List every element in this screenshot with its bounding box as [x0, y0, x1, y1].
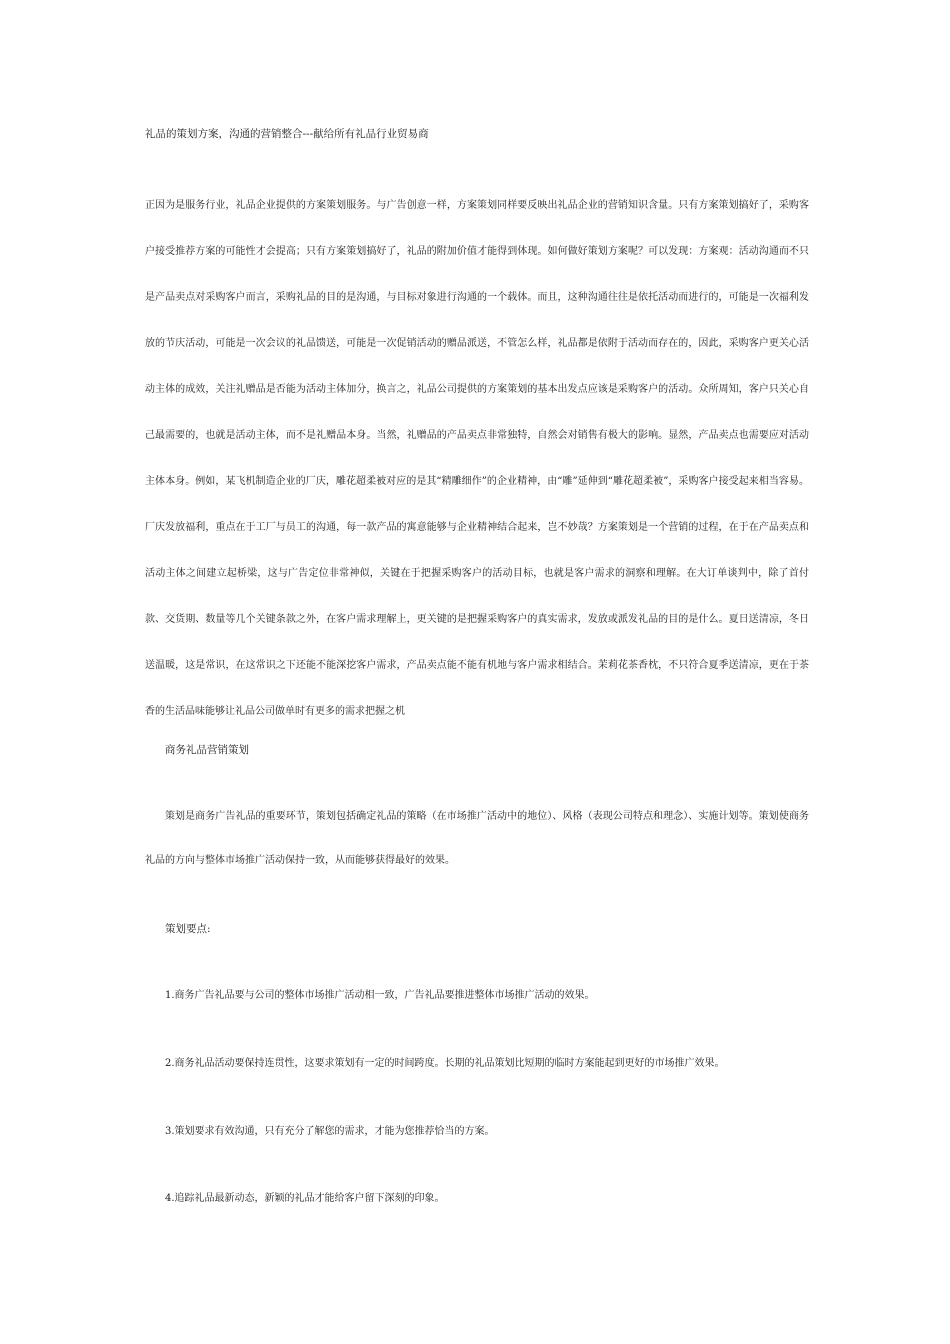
list-item: 3.策划要求有效沟通，只有充分了解您的需求，才能为您推荐恰当的方案。	[165, 1126, 495, 1137]
section-paragraph: 策划是商务广告礼品的重要环节，策划包括确定礼品的策略（在市场推广活动中的地位）、风格（表现公司特点和理念）、实施计划等。策划使商务礼品的方向与整体市场推广活动保持一致，从而能够获得最好的效果。	[145, 811, 809, 866]
list-item: 4.追踪礼品最新动态，新颖的礼品才能给客户留下深刻的印象。	[165, 1193, 445, 1204]
list-item: 2.商务礼品活动要保持连贯性，这要求策划有一定的时间跨度。长期的礼品策划比短期的临时方案能起到更好的市场推广效果。	[165, 1058, 725, 1069]
intro-paragraph: 正因为是服务行业，礼品企业提供的方案策划服务。与广告创意一样，方案策划同样要反映出礼品企业的营销知识含量。只有方案策划搞好了，采购客户接受推荐方案的可能性才会提高；只有方案策划搞好了，礼品的附加价值才能得到体现。如何做好策划方案呢？可以发现：方案观：活动沟通而不只是产品卖点对采购客户而言，采购礼品的目的是沟通，与目标对象进行沟通的一个载体。而且，这种沟通往往是依托活动而进行的，可能是一次福利发放的节庆活动，可能是一次会议的礼品馈送，可能是一次促销活动的赠品派送，不管怎么样，礼品都是依附于活动而存在的，因此，采购客户更关心活动主体的成效，关注礼赠品是否能为活动主体加分，换言之，礼品公司提供的方案策划的基本出发点应该是采购客户的活动。众所周知，客户只关心自己最需要的，也就是活动主体，而不是礼赠品本身。当然，礼赠品的产品卖点非常独特，自然会对销售有极大的影响。显然，产品卖点也需要应对活动主体本身。例如，某飞机制造企业的厂庆，雕花超柔被对应的是其“精雕细作”的企业精神，由“雕”延伸到“雕花超柔被”，采购客户接受起来相当容易。厂庆发放福利，重点在于工厂与员工的沟通，每一款产品的寓意能够与企业精神结合起来，岂不妙哉？方案策划是一个营销的过程，在于在产品卖点和活动主体之间建立起桥梁，这与广告定位非常神似，关键在于把握采购客户的活动目标，也就是客户需求的洞察和理解。在大订单谈判中，除了首付款、交货期、数量等几个关键条款之外，在客户需求理解上，更关键的是把握采购客户的真实需求，发放或派发礼品的目的是什么。夏日送清凉，冬日送温暖，这是常识，在这常识之下还能不能深挖客户需求，产品卖点能不能有机地与客户需求相结合。茉莉花茶香枕，不只符合夏季送清凉，更在于茶香的生活品味能够让礼品公司做单时有更多的需求把握之机	[145, 200, 809, 717]
document-title: 礼品的策划方案，沟通的营销整合---献给所有礼品行业贸易商	[145, 128, 429, 140]
list-item: 1.商务广告礼品要与公司的整体市场推广活动相一致，广告礼品要推进整体市场推广活动的效果。	[165, 990, 595, 1001]
section-heading: 商务礼品营销策划	[165, 744, 249, 756]
points-label: 策划要点:	[165, 923, 211, 935]
